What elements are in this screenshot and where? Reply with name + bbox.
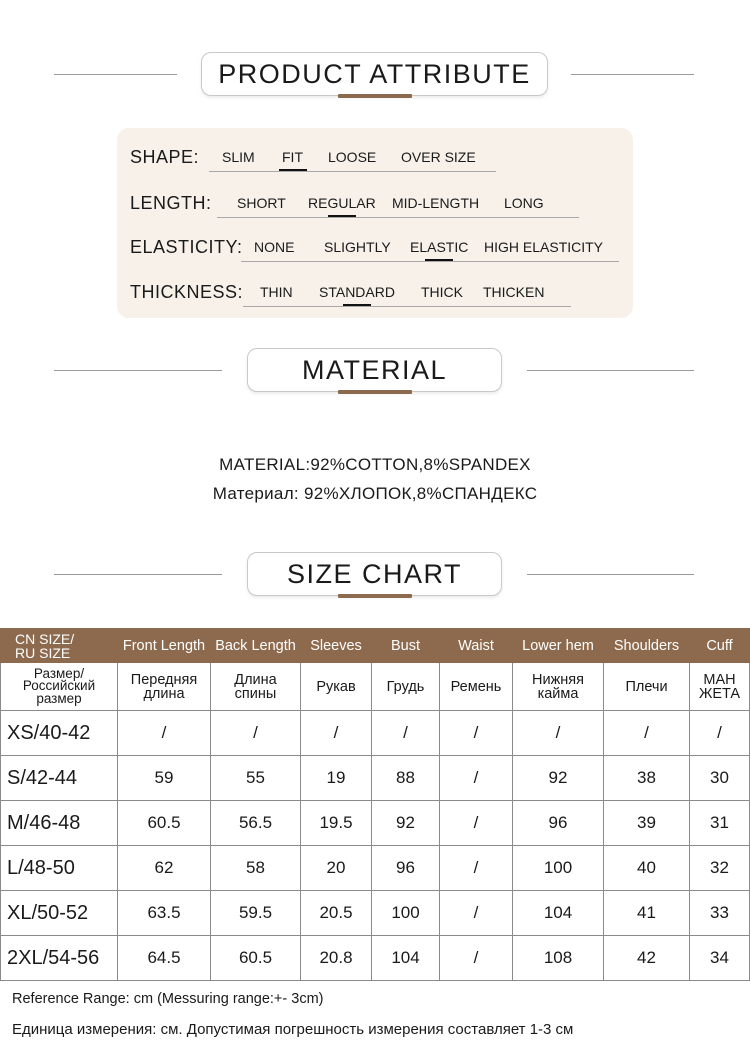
col-header-ru: МАН ЖЕТА bbox=[690, 663, 750, 711]
col-header-lower-hem: Lower hem bbox=[513, 629, 604, 663]
table-cell-size: L/48-50 bbox=[1, 846, 118, 891]
header-divider-left bbox=[54, 74, 177, 75]
table-cell: 62 bbox=[118, 846, 211, 891]
table-cell: 33 bbox=[690, 891, 750, 936]
attr-rule bbox=[241, 261, 619, 262]
col-header-size: CN SIZE/ RU SIZE bbox=[1, 629, 118, 663]
attr-option: SHORT bbox=[237, 195, 286, 211]
attr-option: MID-LENGTH bbox=[392, 195, 480, 211]
table-cell: / bbox=[690, 711, 750, 756]
attr-label-shape: SHAPE: bbox=[130, 147, 200, 167]
table-cell: 41 bbox=[604, 891, 690, 936]
col-header-ru: Передняя длина bbox=[118, 663, 211, 711]
size-chart-title bbox=[247, 552, 502, 596]
title-underbar bbox=[338, 390, 412, 394]
table-cell: 55 bbox=[211, 756, 301, 801]
table-cell: 58 bbox=[211, 846, 301, 891]
table-cell: 56.5 bbox=[211, 801, 301, 846]
table-cell-size: S/42-44 bbox=[1, 756, 118, 801]
table-cell: / bbox=[604, 711, 690, 756]
table-cell: 108 bbox=[513, 936, 604, 981]
col-header-ru: Ремень bbox=[440, 663, 513, 711]
table-cell: 34 bbox=[690, 936, 750, 981]
col-header-ru: Длина спины bbox=[211, 663, 301, 711]
table-cell: 19.5 bbox=[301, 801, 372, 846]
attr-option: THICK bbox=[421, 284, 463, 300]
attr-option: THIN bbox=[260, 284, 293, 300]
col-header-bust: Bust bbox=[372, 629, 440, 663]
col-header-ru: Нижняя кайма bbox=[513, 663, 604, 711]
table-cell: 96 bbox=[372, 846, 440, 891]
table-cell: 42 bbox=[604, 936, 690, 981]
table-cell: 20.5 bbox=[301, 891, 372, 936]
table-cell: 39 bbox=[604, 801, 690, 846]
table-cell: 104 bbox=[372, 936, 440, 981]
table-row bbox=[1, 891, 750, 936]
attr-rule bbox=[243, 306, 571, 307]
size-chart-table bbox=[0, 628, 750, 981]
size-chart-header bbox=[0, 552, 750, 598]
attr-option: LONG bbox=[504, 195, 544, 211]
table-cell: 100 bbox=[372, 891, 440, 936]
col-header-ru: Рукав bbox=[301, 663, 372, 711]
attr-row-length bbox=[117, 187, 633, 217]
col-header-ru: Размер/ Российский размер bbox=[1, 663, 118, 711]
attr-option: THICKEN bbox=[483, 284, 545, 300]
table-cell: / bbox=[372, 711, 440, 756]
table-cell: 31 bbox=[690, 801, 750, 846]
title-underbar bbox=[338, 594, 412, 598]
col-header-ru: Грудь bbox=[372, 663, 440, 711]
attr-option: SLIM bbox=[222, 149, 255, 165]
material-title-text: MATERIAL bbox=[301, 354, 448, 385]
table-cell: / bbox=[440, 801, 513, 846]
table-cell-size: XS/40-42 bbox=[1, 711, 118, 756]
material-text-ru: Материал: 92%ХЛОПОК,8%СПАНДЕКС bbox=[212, 484, 538, 503]
table-cell: 96 bbox=[513, 801, 604, 846]
table-cell: 20 bbox=[301, 846, 372, 891]
table-cell: / bbox=[211, 711, 301, 756]
table-cell: 19 bbox=[301, 756, 372, 801]
table-cell: 32 bbox=[690, 846, 750, 891]
table-cell: / bbox=[118, 711, 211, 756]
product-attribute-title-text: PRODUCT ATTRIBUTE bbox=[218, 58, 531, 89]
table-cell: 63.5 bbox=[118, 891, 211, 936]
table-cell: 60.5 bbox=[211, 936, 301, 981]
product-attribute-header bbox=[0, 52, 750, 98]
table-row bbox=[1, 846, 750, 891]
table-cell: 59 bbox=[118, 756, 211, 801]
table-cell: / bbox=[440, 891, 513, 936]
table-cell: 60.5 bbox=[118, 801, 211, 846]
header-divider-right bbox=[527, 574, 694, 575]
title-underbar bbox=[338, 94, 412, 98]
attr-option: HIGH ELASTICITY bbox=[484, 239, 604, 255]
header-divider-left bbox=[54, 574, 222, 575]
table-cell: 100 bbox=[513, 846, 604, 891]
table-cell: 104 bbox=[513, 891, 604, 936]
reference-range-en: Reference Range: cm (Messuring range:+- 3cm) bbox=[12, 991, 324, 1007]
col-header-back-length: Back Length bbox=[211, 629, 301, 663]
table-row bbox=[1, 801, 750, 846]
attr-rule bbox=[217, 217, 579, 218]
material-title bbox=[247, 348, 502, 392]
table-row bbox=[1, 756, 750, 801]
col-header-ru: Плечи bbox=[604, 663, 690, 711]
table-header-ru bbox=[1, 663, 750, 711]
header-divider-right bbox=[527, 370, 694, 371]
attr-option: LOOSE bbox=[328, 149, 377, 165]
attr-row-thickness bbox=[117, 276, 633, 306]
table-cell-size: XL/50-52 bbox=[1, 891, 118, 936]
table-cell: / bbox=[440, 711, 513, 756]
table-cell: 88 bbox=[372, 756, 440, 801]
col-header-front-length: Front Length bbox=[118, 629, 211, 663]
col-header-shoulders: Shoulders bbox=[604, 629, 690, 663]
table-cell: 92 bbox=[372, 801, 440, 846]
attr-label-thickness: THICKNESS: bbox=[130, 282, 244, 302]
header-divider-left bbox=[54, 370, 222, 371]
attr-option-selected: FIT bbox=[282, 149, 303, 165]
attr-row-shape bbox=[117, 141, 633, 171]
attr-option-selected: ELASTIC bbox=[410, 239, 469, 255]
table-cell: 30 bbox=[690, 756, 750, 801]
header-divider-right bbox=[571, 74, 694, 75]
table-cell: 38 bbox=[604, 756, 690, 801]
table-header-en bbox=[1, 629, 750, 663]
attr-option: NONE bbox=[254, 239, 295, 255]
table-cell: / bbox=[440, 936, 513, 981]
col-header-cuff: Cuff bbox=[690, 629, 750, 663]
attribute-panel bbox=[117, 128, 633, 318]
attr-rule bbox=[209, 171, 496, 172]
attr-label-elasticity: ELASTICITY: bbox=[130, 237, 243, 257]
product-attribute-title bbox=[201, 52, 548, 96]
attr-option: SLIGHTLY bbox=[324, 239, 391, 255]
attr-label-length: LENGTH: bbox=[130, 193, 212, 213]
table-cell: / bbox=[440, 846, 513, 891]
table-cell: 40 bbox=[604, 846, 690, 891]
attr-option-selected: REGULAR bbox=[308, 195, 376, 211]
size-chart-title-text: SIZE CHART bbox=[286, 558, 463, 589]
material-header bbox=[0, 348, 750, 394]
col-header-sleeves: Sleeves bbox=[301, 629, 372, 663]
table-cell: 20.8 bbox=[301, 936, 372, 981]
table-cell: / bbox=[440, 756, 513, 801]
table-cell: 92 bbox=[513, 756, 604, 801]
table-row bbox=[1, 936, 750, 981]
table-cell-size: 2XL/54-56 bbox=[1, 936, 118, 981]
table-cell: / bbox=[513, 711, 604, 756]
attr-row-elasticity bbox=[117, 231, 633, 261]
table-cell: 64.5 bbox=[118, 936, 211, 981]
reference-range-ru: Единица измерения: см. Допустимая погрешность измерения составляет 1-3 см bbox=[12, 1021, 574, 1038]
table-cell-size: M/46-48 bbox=[1, 801, 118, 846]
table-row bbox=[1, 711, 750, 756]
table-cell: / bbox=[301, 711, 372, 756]
col-header-waist: Waist bbox=[440, 629, 513, 663]
attr-option: OVER SIZE bbox=[401, 149, 476, 165]
material-text-en: MATERIAL:92%COTTON,8%SPANDEX bbox=[219, 455, 531, 474]
table-cell: 59.5 bbox=[211, 891, 301, 936]
attr-option-selected: STANDARD bbox=[319, 284, 395, 300]
